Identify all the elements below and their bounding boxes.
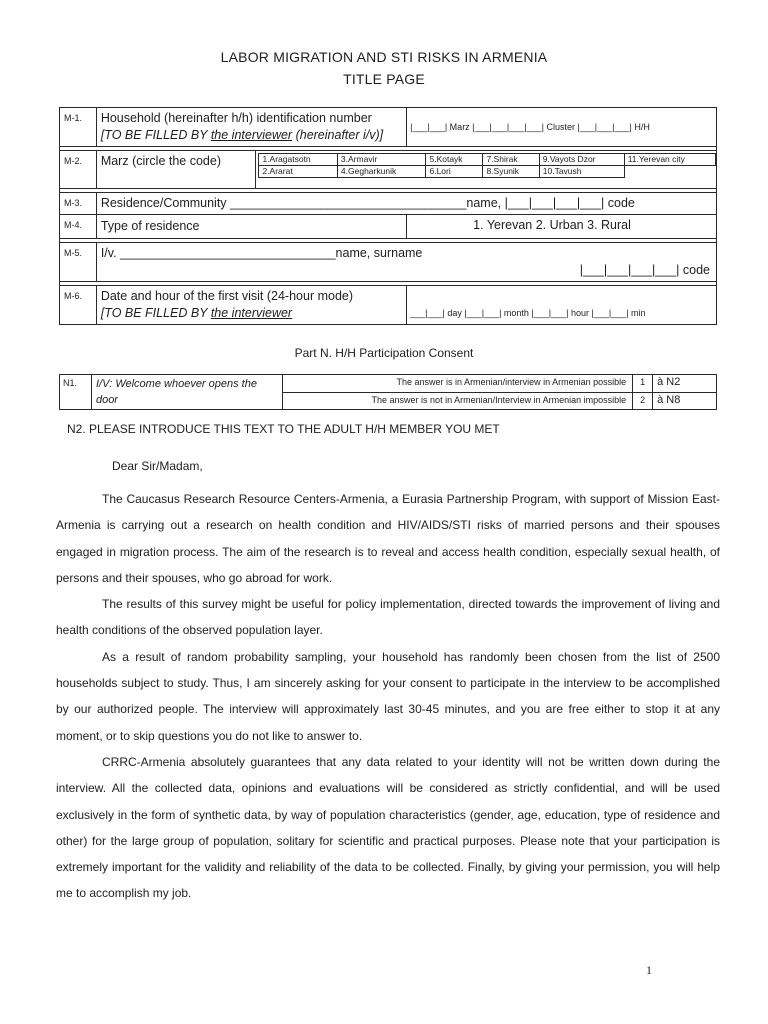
- marz-option[interactable]: 8.Syunik: [483, 166, 539, 178]
- m1-note-underlined: the interviewer: [210, 128, 293, 142]
- m6-label-text: Date and hour of the first visit (24-hour mode): [100, 289, 354, 303]
- label-m1: [96, 108, 406, 147]
- label-m2: Marz (circle the code): [96, 151, 256, 189]
- n2-instruction: N2. PLEASE INTRODUCE THIS TEXT TO THE ADULT H/H MEMBER YOU MET: [67, 422, 500, 436]
- marz-option[interactable]: 10.Tavush: [539, 166, 624, 178]
- marz-option[interactable]: 1.Aragatsotn: [259, 154, 337, 166]
- code-m3: M-3.: [60, 193, 97, 215]
- consent-answer-code[interactable]: 2: [633, 392, 653, 410]
- marz-grid: [258, 153, 716, 178]
- label-m6: [96, 286, 406, 325]
- m6-datetime-field[interactable]: ___|___| day |___|___| month |___|___| hour |___|___| min: [407, 286, 717, 325]
- row-m4: [60, 215, 717, 239]
- consent-row-1: [60, 375, 717, 393]
- m6-note: [101, 306, 292, 320]
- marz-options: [256, 151, 717, 189]
- page-number: 1: [646, 963, 652, 977]
- part-n-heading: Part N. H/H Participation Consent: [294, 346, 474, 360]
- consent-answer-code[interactable]: 1: [633, 375, 653, 393]
- code-m4: M-4.: [60, 215, 97, 239]
- document-title: LABOR MIGRATION AND STI RISKS IN ARMENIA: [220, 49, 548, 65]
- code-n1: N1.: [60, 375, 92, 410]
- m5-code-line: |___|___|___|___| code: [579, 263, 710, 277]
- skip-instruction: à N2: [653, 375, 717, 393]
- body-paragraph: The Caucasus Research Resource Centers-Armenia, a Eurasia Partnership Program, with support of Mission East-Armenia is carrying out a research on health condition and HIV/AIDS/STI risks of married persons and their spouses engaged in migration process. The aim of the research is to reveal and access health condition, especially sexual health, of persons and their spouses, who go abroad for work.: [56, 492, 720, 585]
- body-paragraph: As a result of random probability sampling, your household has randomly been chosen from the list of 2500 households subject to study. Thus, I am sincerely asking for your consent to participate in the interview to be accomplished by our authorized people. The interview will approximately last 30-45 minutes, and you are free either to stop it at any moment, or to skip questions you do not like to answer to.: [56, 649, 720, 743]
- consent-answer[interactable]: The answer is not in Armenian/Interview in Armenian impossible: [283, 392, 633, 410]
- consent-answer[interactable]: The answer is in Armenian/interview in Armenian possible: [283, 375, 633, 393]
- body-paragraph: The results of this survey might be useful for policy implementation, directed towards the improvement of living and health conditions of the observed population layer.: [56, 597, 720, 638]
- consent-table: [59, 374, 717, 410]
- row-m3: [60, 193, 717, 215]
- marz-option[interactable]: 11.Yerevan city: [624, 154, 715, 166]
- label-m4: Type of residence: [96, 215, 406, 239]
- m1-note: [101, 128, 383, 142]
- row-m6: [60, 286, 717, 325]
- consent-body: [56, 486, 720, 907]
- m6-note-underlined: the interviewer: [210, 306, 293, 320]
- m1-note-pre: [TO BE FILLED BY: [100, 128, 211, 142]
- m5-interviewer-field[interactable]: [96, 243, 716, 282]
- m5-name-line: I/v. _______________________________name, surname: [100, 246, 423, 260]
- marz-option[interactable]: 4.Gegharkunik: [337, 166, 426, 178]
- document-subtitle: TITLE PAGE: [343, 71, 425, 87]
- row-m1: [60, 108, 717, 147]
- body-paragraph: CRRC-Armenia absolutely guarantees that any data related to your identity will not be written down during the interview. All the collected data, opinions and evaluations will be considered as strictly confidential, and will be used exclusively in the form of synthetic data, by way of population characteristics (gender, age, education, type of residence and other) for the large group of population, solitary for scientific and practical purposes. Please note that your participation is extremely important for the validity and reliability of the data to be collected. Finally, by giving your permission, you will help me to accomplish my job.: [56, 754, 720, 901]
- m1-note-post: (hereinafter i/v)]: [292, 128, 384, 142]
- code-m5: M-5.: [60, 243, 97, 282]
- marz-option[interactable]: 7.Shirak: [483, 154, 539, 166]
- skip-instruction: à N8: [653, 392, 717, 410]
- n1-question: I/V: Welcome whoever opens the door: [91, 375, 283, 410]
- greeting: Dear Sir/Madam,: [112, 459, 203, 473]
- marz-option[interactable]: 9.Vayots Dzor: [539, 154, 624, 166]
- code-m2: M-2.: [60, 151, 97, 189]
- marz-option[interactable]: 6.Lori: [426, 166, 483, 178]
- code-m6: M-6.: [60, 286, 97, 325]
- m1-response-field[interactable]: |___|___| Marz |___|___|___|___| Cluster |___|___|___| H/H: [407, 108, 717, 147]
- m6-note-pre: [TO BE FILLED BY: [100, 306, 211, 320]
- row-m5: [60, 243, 717, 282]
- m3-residence-field[interactable]: Residence/Community __________________________________name, |___|___|___|___| code: [96, 193, 716, 215]
- code-m1: M-1.: [60, 108, 97, 147]
- row-m2: [60, 151, 717, 189]
- marz-option[interactable]: 2.Ararat: [259, 166, 337, 178]
- marz-option[interactable]: 3.Armavir: [337, 154, 426, 166]
- title-page-table: [59, 107, 717, 325]
- marz-option[interactable]: 5.Kotayk: [426, 154, 483, 166]
- m4-response-options[interactable]: 1. Yerevan 2. Urban 3. Rural: [407, 215, 717, 239]
- m1-label-text: Household (hereinafter h/h) identification number: [100, 111, 372, 125]
